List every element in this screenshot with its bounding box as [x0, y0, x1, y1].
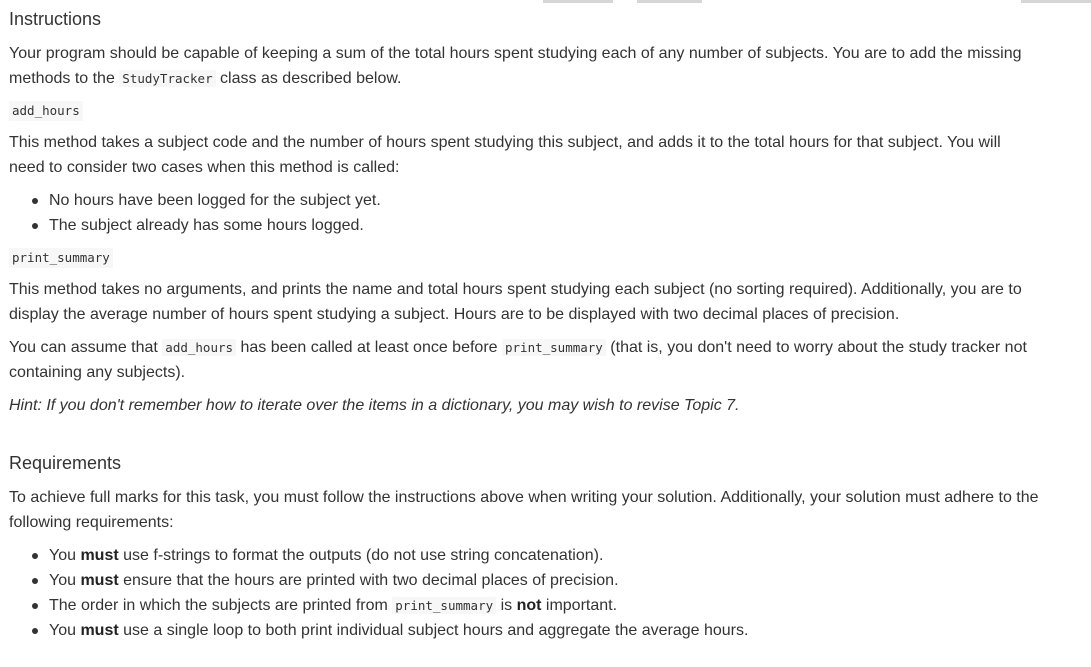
- method1-description: This method takes a subject code and the number of hours spent studying this subject, and adds it to the total hours for that subject. You will need to consider two cases when this method is called:: [9, 134, 1001, 176]
- top-scroll-tab-2: [637, 0, 702, 3]
- method1-name: add_hours: [9, 101, 83, 121]
- req-text: You: [49, 547, 81, 564]
- list-item: [31, 568, 1039, 593]
- top-scroll-tab-1: [543, 0, 613, 3]
- method2-description: This method takes no arguments, and prints the name and total hours spent studying each subject (no sorting required). Additionally, you are to display the average number of hours spent studying a subject. Hours are to be displayed with two decimal places of precision.: [9, 281, 1022, 323]
- req-emphasis: must: [80, 572, 119, 589]
- list-item: No hours have been logged for the subject yet.: [31, 188, 1039, 213]
- hint-paragraph: [9, 393, 1039, 418]
- method1-name-block: [9, 101, 1039, 121]
- requirements-heading: Requirements: [9, 453, 122, 473]
- req-text: ensure that the hours are printed with two decimal places of precision.: [118, 572, 619, 589]
- req-text: important.: [541, 597, 618, 614]
- intro-text-1: Your program should be capable of keeping a sum of the total hours spent studying each of any number of subjects. You are to add the missing methods to the: [9, 45, 1022, 87]
- assume-text-2: has been called at least once before: [236, 339, 502, 356]
- instructions-heading: Instructions: [9, 9, 102, 29]
- assume-text-3: (that is, you don't need to worry about the study tracker not containing any subjects).: [9, 339, 1027, 381]
- method1-cases-list: [9, 188, 1039, 238]
- assumption-paragraph: [9, 335, 1039, 385]
- print-summary-code: print_summary: [502, 339, 606, 356]
- req-text: use a single loop to both print individual subject hours and aggregate the average hours.: [118, 622, 749, 639]
- list-item: The subject already has some hours logged.: [31, 213, 1039, 238]
- list-item: [31, 618, 1039, 643]
- class-name-code: StudyTracker: [119, 70, 215, 87]
- req-emphasis: not: [516, 597, 542, 614]
- hint-text: Hint: If you don't remember how to iterate over the items in a dictionary, you may wish to revise Topic 7.: [9, 397, 740, 414]
- document-content: [9, 7, 1039, 643]
- top-scroll-tab-3: [1021, 0, 1091, 3]
- instructions-intro: [9, 41, 1039, 91]
- req-emphasis: must: [80, 622, 119, 639]
- method2-name-block: [9, 248, 1039, 268]
- print-summary-code: print_summary: [392, 597, 496, 614]
- requirements-intro: To achieve full marks for this task, you must follow the instructions above when writing your solution. Additionally, your solution must adhere to the following requirements:: [9, 489, 1039, 531]
- list-item: [31, 543, 1039, 568]
- list-item: [31, 593, 1039, 618]
- requirements-list: [9, 543, 1039, 643]
- req-text: You: [49, 622, 81, 639]
- intro-text-2: class as described below.: [215, 70, 402, 87]
- req-text: use f-strings to format the outputs (do not use string concatenation).: [118, 547, 604, 564]
- add-hours-code: add_hours: [162, 339, 236, 356]
- req-text: You: [49, 572, 81, 589]
- assume-text-1: You can assume that: [9, 339, 163, 356]
- req-text: The order in which the subjects are printed from: [49, 597, 393, 614]
- method2-name: print_summary: [9, 248, 113, 268]
- req-emphasis: must: [80, 547, 119, 564]
- req-text: is: [496, 597, 517, 614]
